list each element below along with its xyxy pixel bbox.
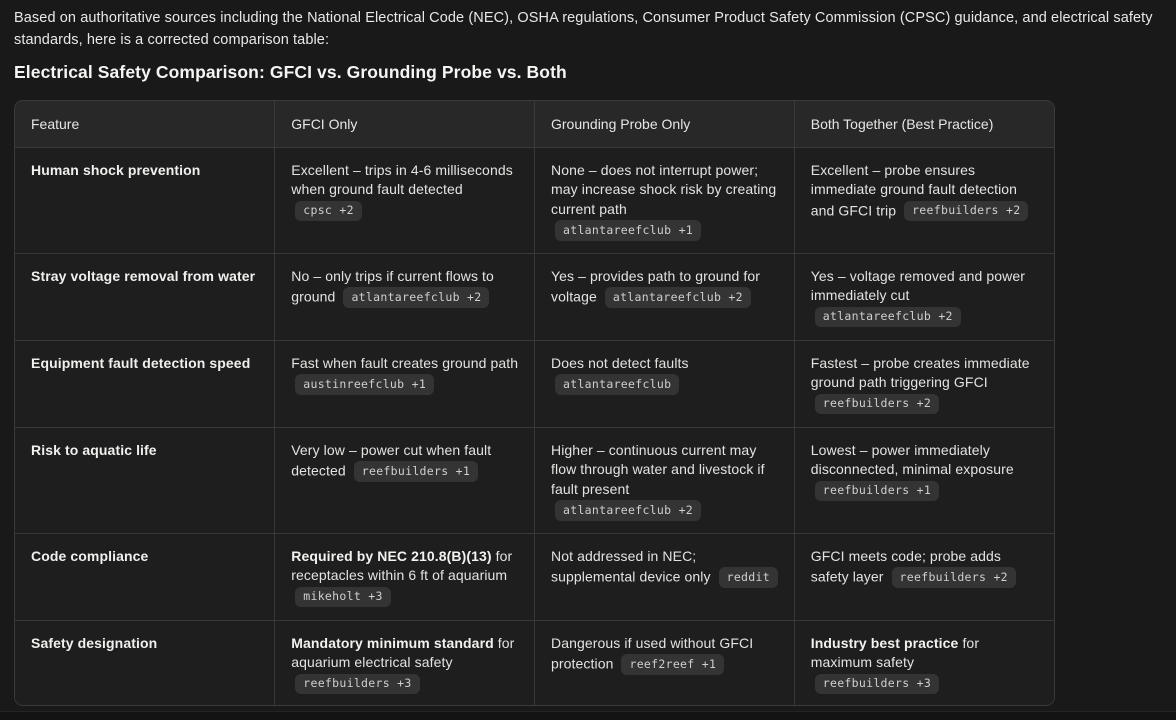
feature-cell: Stray voltage removal from water — [15, 253, 275, 340]
gfci-only-cell: No – only trips if current flows to ground atlantareefclub +2 — [275, 253, 535, 340]
grounding-probe-only-cell: Yes – provides path to ground for voltage atlantareefclub +2 — [535, 253, 795, 340]
citation-badge[interactable]: reefbuilders +2 — [904, 201, 1028, 222]
citation-badge[interactable]: reefbuilders +3 — [295, 674, 419, 695]
both-together-cell: Excellent – probe ensures immediate ground fault detection and GFCI trip reefbuilders +2 — [794, 147, 1054, 253]
column-header-gfci-only: GFCI Only — [275, 101, 535, 147]
citation-badge[interactable]: atlantareefclub +2 — [343, 287, 489, 308]
citation-badge[interactable]: reddit — [719, 567, 778, 588]
table-row — [15, 533, 1054, 620]
citation-badge[interactable]: cpsc +2 — [295, 201, 362, 222]
table-row — [15, 253, 1054, 340]
citation-badge[interactable]: austinreefclub +1 — [295, 374, 434, 395]
table-row — [15, 147, 1054, 253]
citation-badge[interactable]: atlantareefclub +2 — [605, 287, 751, 308]
table-body — [15, 147, 1054, 705]
table-row — [15, 620, 1054, 705]
gfci-only-cell: Mandatory minimum standard for aquarium electrical safety reefbuilders +3 — [275, 620, 535, 705]
citation-badge[interactable]: reefbuilders +1 — [354, 461, 478, 482]
grounding-probe-only-cell: None – does not interrupt power; may increase shock risk by creating current path atlantareefclub +1 — [535, 147, 795, 253]
citation-badge[interactable]: atlantareefclub +1 — [555, 220, 701, 241]
table-row — [15, 340, 1054, 427]
feature-cell: Human shock prevention — [15, 147, 275, 253]
citation-badge[interactable]: atlantareefclub +2 — [815, 307, 961, 328]
table-row — [15, 427, 1054, 533]
bold-text: Required by NEC 210.8(B)(13) — [291, 547, 492, 564]
citation-badge[interactable]: reefbuilders +1 — [815, 481, 939, 502]
grounding-probe-only-cell: Dangerous if used without GFCI protection reef2reef +1 — [535, 620, 795, 705]
gfci-only-cell: Fast when fault creates ground path austinreefclub +1 — [275, 340, 535, 427]
both-together-cell: Lowest – power immediately disconnected, minimal exposure reefbuilders +1 — [794, 427, 1054, 533]
grounding-probe-only-cell: Not addressed in NEC; supplemental device only reddit — [535, 533, 795, 620]
comparison-table-container — [14, 100, 1055, 706]
both-together-cell: Fastest – probe creates immediate ground path triggering GFCI reefbuilders +2 — [794, 340, 1054, 427]
feature-cell: Equipment fault detection speed — [15, 340, 275, 427]
gfci-only-cell: Required by NEC 210.8(B)(13) for receptacles within 6 ft of aquarium mikeholt +3 — [275, 533, 535, 620]
citation-badge[interactable]: reefbuilders +2 — [892, 567, 1016, 588]
gfci-only-cell: Very low – power cut when fault detected reefbuilders +1 — [275, 427, 535, 533]
column-header-grounding-probe-only: Grounding Probe Only — [535, 101, 795, 147]
feature-cell: Code compliance — [15, 533, 275, 620]
section-divider — [0, 711, 1176, 720]
citation-badge[interactable]: atlantareefclub — [555, 374, 679, 395]
citation-badge[interactable]: reefbuilders +3 — [815, 674, 939, 695]
citation-badge[interactable]: atlantareefclub +2 — [555, 500, 701, 521]
feature-cell: Safety designation — [15, 620, 275, 705]
intro-paragraph: Based on authoritative sources including the National Electrical Code (NEC), OSHA regulations, Consumer Product Safety Commission (CPSC) guidance, and electrical safety standards, here is a corrected comparison table: — [14, 10, 1153, 48]
column-header-both-together: Both Together (Best Practice) — [794, 101, 1054, 147]
table-title: Electrical Safety Comparison: GFCI vs. Grounding Probe vs. Both — [14, 62, 567, 82]
comparison-table — [15, 101, 1054, 705]
column-header-feature: Feature — [15, 101, 275, 147]
feature-cell: Risk to aquatic life — [15, 427, 275, 533]
gfci-only-cell: Excellent – trips in 4-6 milliseconds when ground fault detected cpsc +2 — [275, 147, 535, 253]
table-header-row — [15, 101, 1054, 147]
both-together-cell: Yes – voltage removed and power immediately cut atlantareefclub +2 — [794, 253, 1054, 340]
bold-text: Mandatory minimum standard — [291, 634, 494, 651]
citation-badge[interactable]: reef2reef +1 — [621, 654, 724, 675]
both-together-cell: GFCI meets code; probe adds safety layer reefbuilders +2 — [794, 533, 1054, 620]
both-together-cell: Industry best practice for maximum safety reefbuilders +3 — [794, 620, 1054, 705]
bold-text: Industry best practice — [810, 634, 959, 651]
grounding-probe-only-cell: Higher – continuous current may flow through water and livestock if fault present atlantareefclub +2 — [535, 427, 795, 533]
citation-badge[interactable]: reefbuilders +2 — [815, 394, 939, 415]
citation-badge[interactable]: mikeholt +3 — [295, 587, 390, 608]
grounding-probe-only-cell: Does not detect faults atlantareefclub — [535, 340, 795, 427]
